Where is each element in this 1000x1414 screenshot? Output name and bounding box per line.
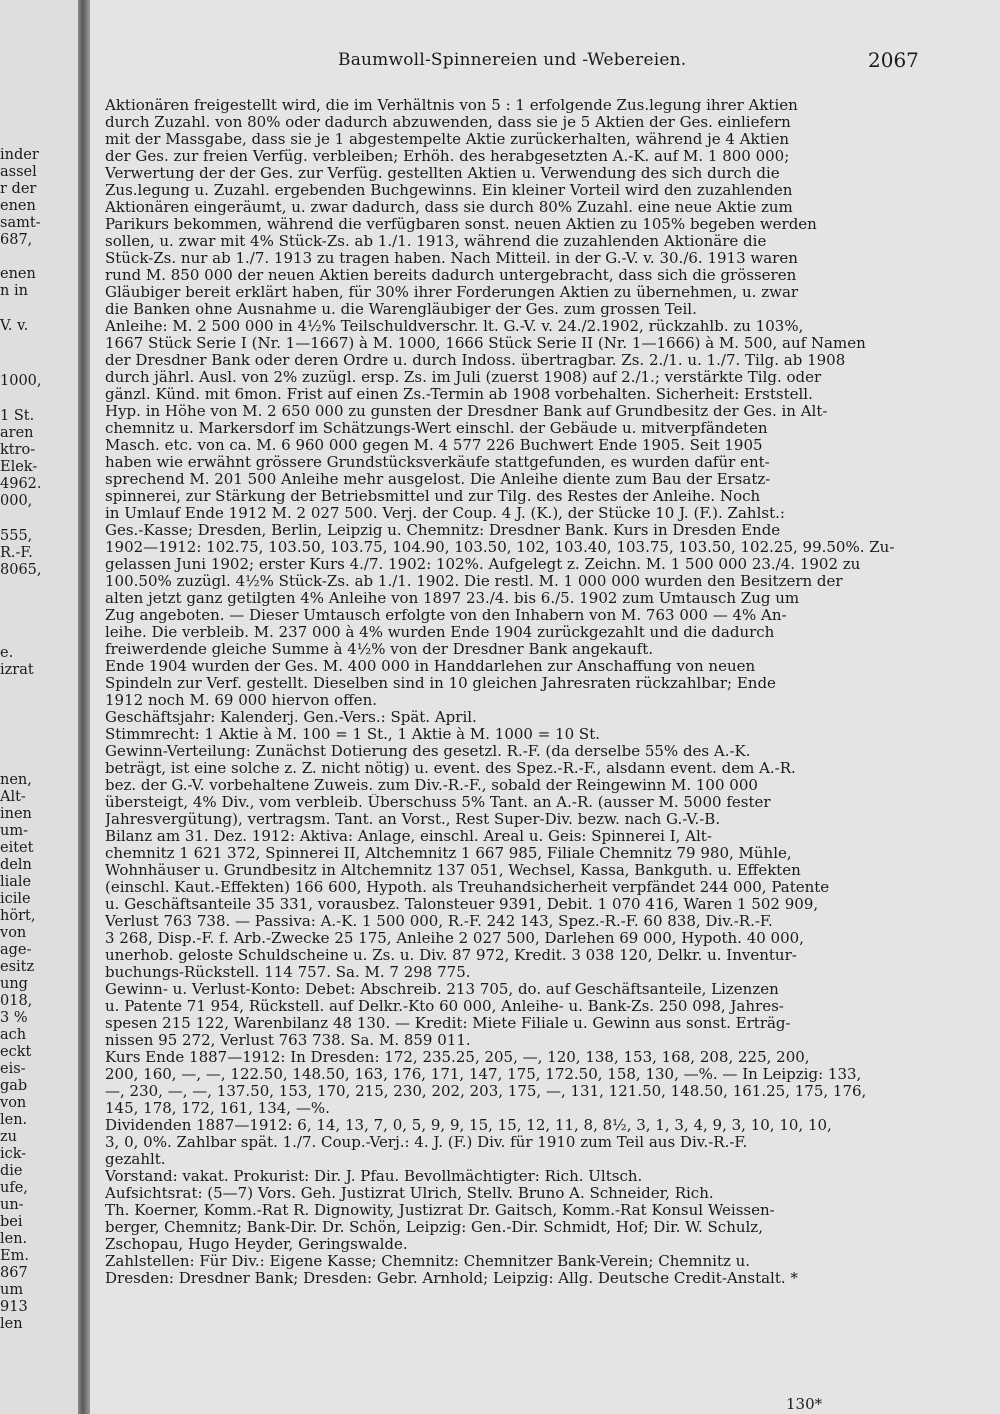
left-page-text-fragment: enen xyxy=(0,198,36,214)
left-page-text-fragment: ick- xyxy=(0,1146,27,1162)
text-line: Ges.-Kasse; Dresden, Berlin, Leipzig u. Chemnitz: Dresdner Bank. Kurs in Dresden Ende xyxy=(105,522,781,539)
text-line: Kurs Ende 1887—1912: In Dresden: 172, 235.25, 205, —, 120, 138, 153, 168, 208, 225, 200, xyxy=(105,1049,810,1066)
text-line: u. Geschäftsanteile 35 331, vorausbez. Talonsteuer 9391, Debit. 1 070 416, Waren 1 502 909, xyxy=(105,896,819,913)
left-page-text-fragment: icile xyxy=(0,891,31,907)
text-line: der Dresdner Bank oder deren Ordre u. durch Indoss. übertragbar. Zs. 2./1. u. 1./7. Tilg. ab 1908 xyxy=(105,352,846,369)
text-line: Masch. etc. von ca. M. 6 960 000 gegen M. 4 577 226 Buchwert Ende 1905. Seit 1905 xyxy=(105,437,763,454)
text-line: 1902—1912: 102.75, 103.50, 103.75, 104.90, 103.50, 102, 103.40, 103.75, 103.50, 102.25, 99.50%. Zu- xyxy=(105,539,895,556)
text-line: Stück-Zs. nur ab 1./7. 1913 zu tragen haben. Nach Mitteil. in der G.-V. v. 30./6. 1913 waren xyxy=(105,250,798,267)
text-line: Hyp. in Höhe von M. 2 650 000 zu gunsten der Dresdner Bank auf Grundbesitz der Ges. in Alt- xyxy=(105,403,828,420)
left-page-text-fragment: izrat xyxy=(0,662,34,678)
left-page-text-fragment: inen xyxy=(0,806,32,822)
left-page-text-fragment: un- xyxy=(0,1197,24,1213)
text-line: Vorstand: vakat. Prokurist: Dir. J. Pfau. Bevollmächtigter: Rich. Ultsch. xyxy=(105,1168,643,1185)
text-line: freiwerdende gleiche Summe à 4½% von der Dresdner Bank angekauft. xyxy=(105,641,654,658)
text-line: buchungs-Rückstell. 114 757. Sa. M. 7 298 775. xyxy=(105,964,471,981)
left-page-text-fragment: eitet xyxy=(0,840,34,856)
left-page-text-fragment: von xyxy=(0,1095,27,1111)
left-page-text-fragment: len. xyxy=(0,1112,28,1128)
text-line: Bilanz am 31. Dez. 1912: Aktiva: Anlage, einschl. Areal u. Geis: Spinnerei I, Alt- xyxy=(105,828,712,845)
left-page-text-fragment: 1 St. xyxy=(0,408,35,424)
text-line: leihe. Die verbleib. M. 237 000 à 4% wurden Ende 1904 zurückgezahlt und die dadurch xyxy=(105,624,775,641)
text-line: übersteigt, 4% Div., vom verbleib. Überschuss 5% Tant. an A.-R. (ausser M. 5000 fester xyxy=(105,794,771,811)
left-page-text-fragment: Elek- xyxy=(0,459,38,475)
text-line: die Banken ohne Ausnahme u. die Warengläubiger der Ges. zum grossen Teil. xyxy=(105,301,697,318)
text-line: durch Zuzahl. von 80% oder dadurch abzuwenden, dass sie je 5 Aktien der Ges. einliefern xyxy=(105,114,791,131)
text-line: chemnitz u. Markersdorf im Schätzungs-Wert einschl. der Gebäude u. mitverpfändeten xyxy=(105,420,768,437)
left-page-text-fragment: Alt- xyxy=(0,789,26,805)
text-line: Gläubiger bereit erklärt haben, für 30% ihrer Forderungen Aktien zu übernehmen, u. zwar xyxy=(105,284,799,301)
left-page-text-fragment: enen xyxy=(0,266,36,282)
text-line: 1667 Stück Serie I (Nr. 1—1667) à M. 1000, 1666 Stück Serie II (Nr. 1—1666) à M. 500, auf Namen xyxy=(105,335,866,352)
text-line: Gewinn- u. Verlust-Konto: Debet: Abschreib. 213 705, do. auf Geschäftsanteile, Lizenzen xyxy=(105,981,779,998)
text-line: Spindeln zur Verf. gestellt. Dieselben sind in 10 gleichen Jahresraten rückzahlbar; Ende xyxy=(105,675,776,692)
text-line: Gewinn-Verteilung: Zunächst Dotierung des gesetzl. R.-F. (da derselbe 55% des A.-K. xyxy=(105,743,751,760)
left-page-text-fragment: um xyxy=(0,1282,24,1298)
text-line: 1912 noch M. 69 000 hiervon offen. xyxy=(105,692,378,709)
text-line: Ende 1904 wurden der Ges. M. 400 000 in Handdarlehen zur Anschaffung von neuen xyxy=(105,658,756,675)
text-line: alten jetzt ganz getilgten 4% Anleihe von 1897 23./4. bis 6./5. 1902 zum Umtausch Zug um xyxy=(105,590,800,607)
left-page-text-fragment: len xyxy=(0,1316,23,1332)
text-line: Dividenden 1887—1912: 6, 14, 13, 7, 0, 5, 9, 9, 15, 15, 12, 11, 8, 8½, 3, 1, 3, 4, 9, 3, 10, 10, 10, xyxy=(105,1117,832,1134)
text-line: gelassen Juni 1902; erster Kurs 4./7. 1902: 102%. Aufgelegt z. Zeichn. M. 1 500 000 23./4. 1902 zu xyxy=(105,556,861,573)
text-line: durch jährl. Ausl. von 2% zuzügl. ersp. Zs. im Juli (zuerst 1908) auf 2./1.; verstärkte Tilg. oder xyxy=(105,369,822,386)
text-line: berger, Chemnitz; Bank-Dir. Dr. Schön, Leipzig: Gen.-Dir. Schmidt, Hof; Dir. W. Schulz, xyxy=(105,1219,763,1236)
left-page-text-fragment: hört, xyxy=(0,908,36,924)
text-line: sprechend M. 201 500 Anleihe mehr ausgelost. Die Anleihe diente zum Bau der Ersatz- xyxy=(105,471,771,488)
text-line: sollen, u. zwar mit 4% Stück-Zs. ab 1./1. 1913, während die zuzahlenden Aktionäre die xyxy=(105,233,767,250)
left-page-text-fragment: 8065, xyxy=(0,562,42,578)
text-line: Wohnhäuser u. Grundbesitz in Altchemnitz 137 051, Wechsel, Kassa, Bankguth. u. Effekten xyxy=(105,862,801,879)
left-page-text-fragment: ung xyxy=(0,976,28,992)
left-page-text-fragment: nen, xyxy=(0,772,32,788)
text-line: gezahlt. xyxy=(105,1151,166,1168)
left-page-text-fragment: Em. xyxy=(0,1248,29,1264)
text-line: spesen 215 122, Warenbilanz 48 130. — Kredit: Miete Filiale u. Gewinn aus sonst. Erträg- xyxy=(105,1015,791,1032)
left-page-text-fragment: von xyxy=(0,925,27,941)
left-page-text-fragment: n in xyxy=(0,283,28,299)
left-page-text-fragment: aren xyxy=(0,425,34,441)
text-line: Aufsichtsrat: (5—7) Vors. Geh. Justizrat Ulrich, Stellv. Bruno A. Schneider, Rich. xyxy=(105,1185,714,1202)
text-line: der Ges. zur freien Verfüg. verbleiben; Erhöh. des herabgesetzten A.-K. auf M. 1 800 000; xyxy=(105,148,790,165)
text-line: (einschl. Kaut.-Effekten) 166 600, Hypoth. als Treuhandsicherheit verpfändet 244 000, Patente xyxy=(105,879,830,896)
text-line: u. Patente 71 954, Rückstell. auf Delkr.-Kto 60 000, Anleihe- u. Bank-Zs. 250 098, Jahres- xyxy=(105,998,784,1015)
text-line: in Umlauf Ende 1912 M. 2 027 500. Verj. der Coup. 4 J. (K.), der Stücke 10 J. (F.). Zahlst.: xyxy=(105,505,785,522)
left-page-text-fragment: 018, xyxy=(0,993,33,1009)
left-page-text-fragment: eckt xyxy=(0,1044,32,1060)
text-line: Aktionären eingeräumt, u. zwar dadurch, dass sie durch 80% Zuzahl. eine neue Aktie zum xyxy=(105,199,793,216)
left-page-text-fragment: ktro- xyxy=(0,442,36,458)
footer-signature-mark: 130* xyxy=(786,1395,823,1413)
left-page-text-fragment: die xyxy=(0,1163,23,1179)
text-line: mit der Massgabe, dass sie je 1 abgestempelte Aktie zurückerhalten, während je 4 Aktien xyxy=(105,131,789,148)
text-line: 3, 0, 0%. Zahlbar spät. 1./7. Coup.-Verj.: 4. J. (F.) Div. für 1910 zum Teil aus Div.-R.-F. xyxy=(105,1134,748,1151)
left-page-text-fragment: 000, xyxy=(0,493,33,509)
left-page-text-fragment: ufe, xyxy=(0,1180,28,1196)
text-line: Jahresvergütung), vertragsm. Tant. an Vorst., Rest Super-Div. bezw. nach G.-V.-B. xyxy=(105,811,721,828)
text-line: Parikurs bekommen, während die verfügbaren sonst. neuen Aktien zu 105% begeben werden xyxy=(105,216,817,233)
left-page-text-fragment: age- xyxy=(0,942,32,958)
left-page-text-fragment: zu xyxy=(0,1129,17,1145)
text-line: Zahlstellen: Für Div.: Eigene Kasse; Chemnitz: Chemnitzer Bank-Verein; Chemnitz u. xyxy=(105,1253,751,1270)
left-page-text-fragment: eis- xyxy=(0,1061,26,1077)
left-page-text-fragment: gab xyxy=(0,1078,28,1094)
left-page-text-fragment: e. xyxy=(0,645,14,661)
page-header-title: Baumwoll-Spinnereien und -Webereien. xyxy=(338,50,687,70)
left-page-text-fragment: liale xyxy=(0,874,32,890)
left-page-text-fragment: len. xyxy=(0,1231,28,1247)
left-page-text-fragment: bei xyxy=(0,1214,23,1230)
text-line: Stimmrecht: 1 Aktie à M. 100 = 1 St., 1 Aktie à M. 1000 = 10 St. xyxy=(105,726,600,743)
left-page-text-fragment: assel xyxy=(0,164,37,180)
left-page-text-fragment: um- xyxy=(0,823,28,839)
text-line: rund M. 850 000 der neuen Aktien bereits dadurch untergebracht, dass sich die grösseren xyxy=(105,267,797,284)
left-page-text-fragment: r der xyxy=(0,181,37,197)
left-page-text-fragment: 3 % xyxy=(0,1010,28,1026)
text-line: unerhob. geloste Schuldscheine u. Zs. u. Div. 87 972, Kredit. 3 038 120, Delkr. u. Inventur- xyxy=(105,947,797,964)
left-page-text-fragment: ach xyxy=(0,1027,27,1043)
text-line: chemnitz 1 621 372, Spinnerei II, Altchemnitz 1 667 985, Filiale Chemnitz 79 980, Mühle, xyxy=(105,845,792,862)
left-page-text-fragment: 867 xyxy=(0,1265,28,1281)
text-line: Zug angeboten. — Dieser Umtausch erfolgte von den Inhabern von M. 763 000 — 4% An- xyxy=(105,607,787,624)
text-line: 200, 160, —, —, 122.50, 148.50, 163, 176, 171, 147, 175, 172.50, 158, 130, —%. — In Leipzig: 133, xyxy=(105,1066,862,1083)
text-line: bez. der G.-V. vorbehaltene Zuweis. zum Div.-R.-F., sobald der Reingewinn M. 100 000 xyxy=(105,777,758,794)
text-line: Zus.legung u. Zuzahl. ergebenden Buchgewinns. Ein kleiner Vorteil wird den zuzahlenden xyxy=(105,182,793,199)
text-line: gänzl. Künd. mit 6mon. Frist auf einen Zs.-Termin ab 1908 vorbehalten. Sicherheit: Erststell. xyxy=(105,386,813,403)
text-line: Aktionären freigestellt wird, die im Verhältnis von 5 : 1 erfolgende Zus.legung ihrer Aktien xyxy=(105,97,798,114)
left-page-text-fragment: 1000, xyxy=(0,373,42,389)
left-page-fragment xyxy=(0,0,78,1414)
text-line: Anleihe: M. 2 500 000 in 4½% Teilschuldverschr. lt. G.-V. v. 24./2.1902, rückzahlb. zu 103%, xyxy=(105,318,804,335)
text-line: nissen 95 272, Verlust 763 738. Sa. M. 859 011. xyxy=(105,1032,471,1049)
book-gutter xyxy=(78,0,90,1414)
left-page-text-fragment: R.-F. xyxy=(0,545,33,561)
text-line: Dresden: Dresdner Bank; Dresden: Gebr. Arnhold; Leipzig: Allg. Deutsche Credit-Anstalt. * xyxy=(105,1270,798,1287)
page-number: 2067 xyxy=(868,48,919,72)
left-page-text-fragment: 913 xyxy=(0,1299,28,1315)
text-line: spinnerei, zur Stärkung der Betriebsmittel und zur Tilg. des Restes der Anleihe. Noch xyxy=(105,488,761,505)
text-line: 3 268, Disp.-F. f. Arb.-Zwecke 25 175, Anleihe 2 027 500, Darlehen 69 000, Hypoth. 40 000, xyxy=(105,930,804,947)
left-page-text-fragment: 4962. xyxy=(0,476,42,492)
text-line: 100.50% zuzügl. 4½% Stück-Zs. ab 1./1. 1902. Die restl. M. 1 000 000 wurden den Besitzern der xyxy=(105,573,843,590)
text-line: Verlust 763 738. — Passiva: A.-K. 1 500 000, R.-F. 242 143, Spez.-R.-F. 60 838, Div.-R.-F. xyxy=(105,913,773,930)
left-page-text-fragment: V. v. xyxy=(0,318,29,334)
left-page-text-fragment: deln xyxy=(0,857,32,873)
text-line: —, 230, —, —, 137.50, 153, 170, 215, 230, 202, 203, 175, —, 131, 121.50, 148.50, 161.25, 175, 176, xyxy=(105,1083,867,1100)
text-line: 145, 178, 172, 161, 134, —%. xyxy=(105,1100,330,1117)
text-line: haben wie erwähnt grössere Grundstücksverkäufe stattgefunden, es wurden dafür ent- xyxy=(105,454,770,471)
text-line: Th. Koerner, Komm.-Rat R. Dignowity, Justizrat Dr. Gaitsch, Komm.-Rat Konsul Weissen- xyxy=(105,1202,775,1219)
text-line: Verwertung der der Ges. zur Verfüg. gestellten Aktien u. Verwendung des sich durch die xyxy=(105,165,780,182)
text-line: Geschäftsjahr: Kalenderj. Gen.-Vers.: Spät. April. xyxy=(105,709,477,726)
left-page-text-fragment: esitz xyxy=(0,959,35,975)
left-page-text-fragment: 687, xyxy=(0,232,33,248)
left-page-text-fragment: 555, xyxy=(0,528,33,544)
text-line: Zschopau, Hugo Heyder, Geringswalde. xyxy=(105,1236,408,1253)
left-page-text-fragment: samt- xyxy=(0,215,41,231)
left-page-text-fragment: inder xyxy=(0,147,39,163)
text-line: beträgt, ist eine solche z. Z. nicht nötig) u. event. des Spez.-R.-F., alsdann event. dem A.-R. xyxy=(105,760,796,777)
